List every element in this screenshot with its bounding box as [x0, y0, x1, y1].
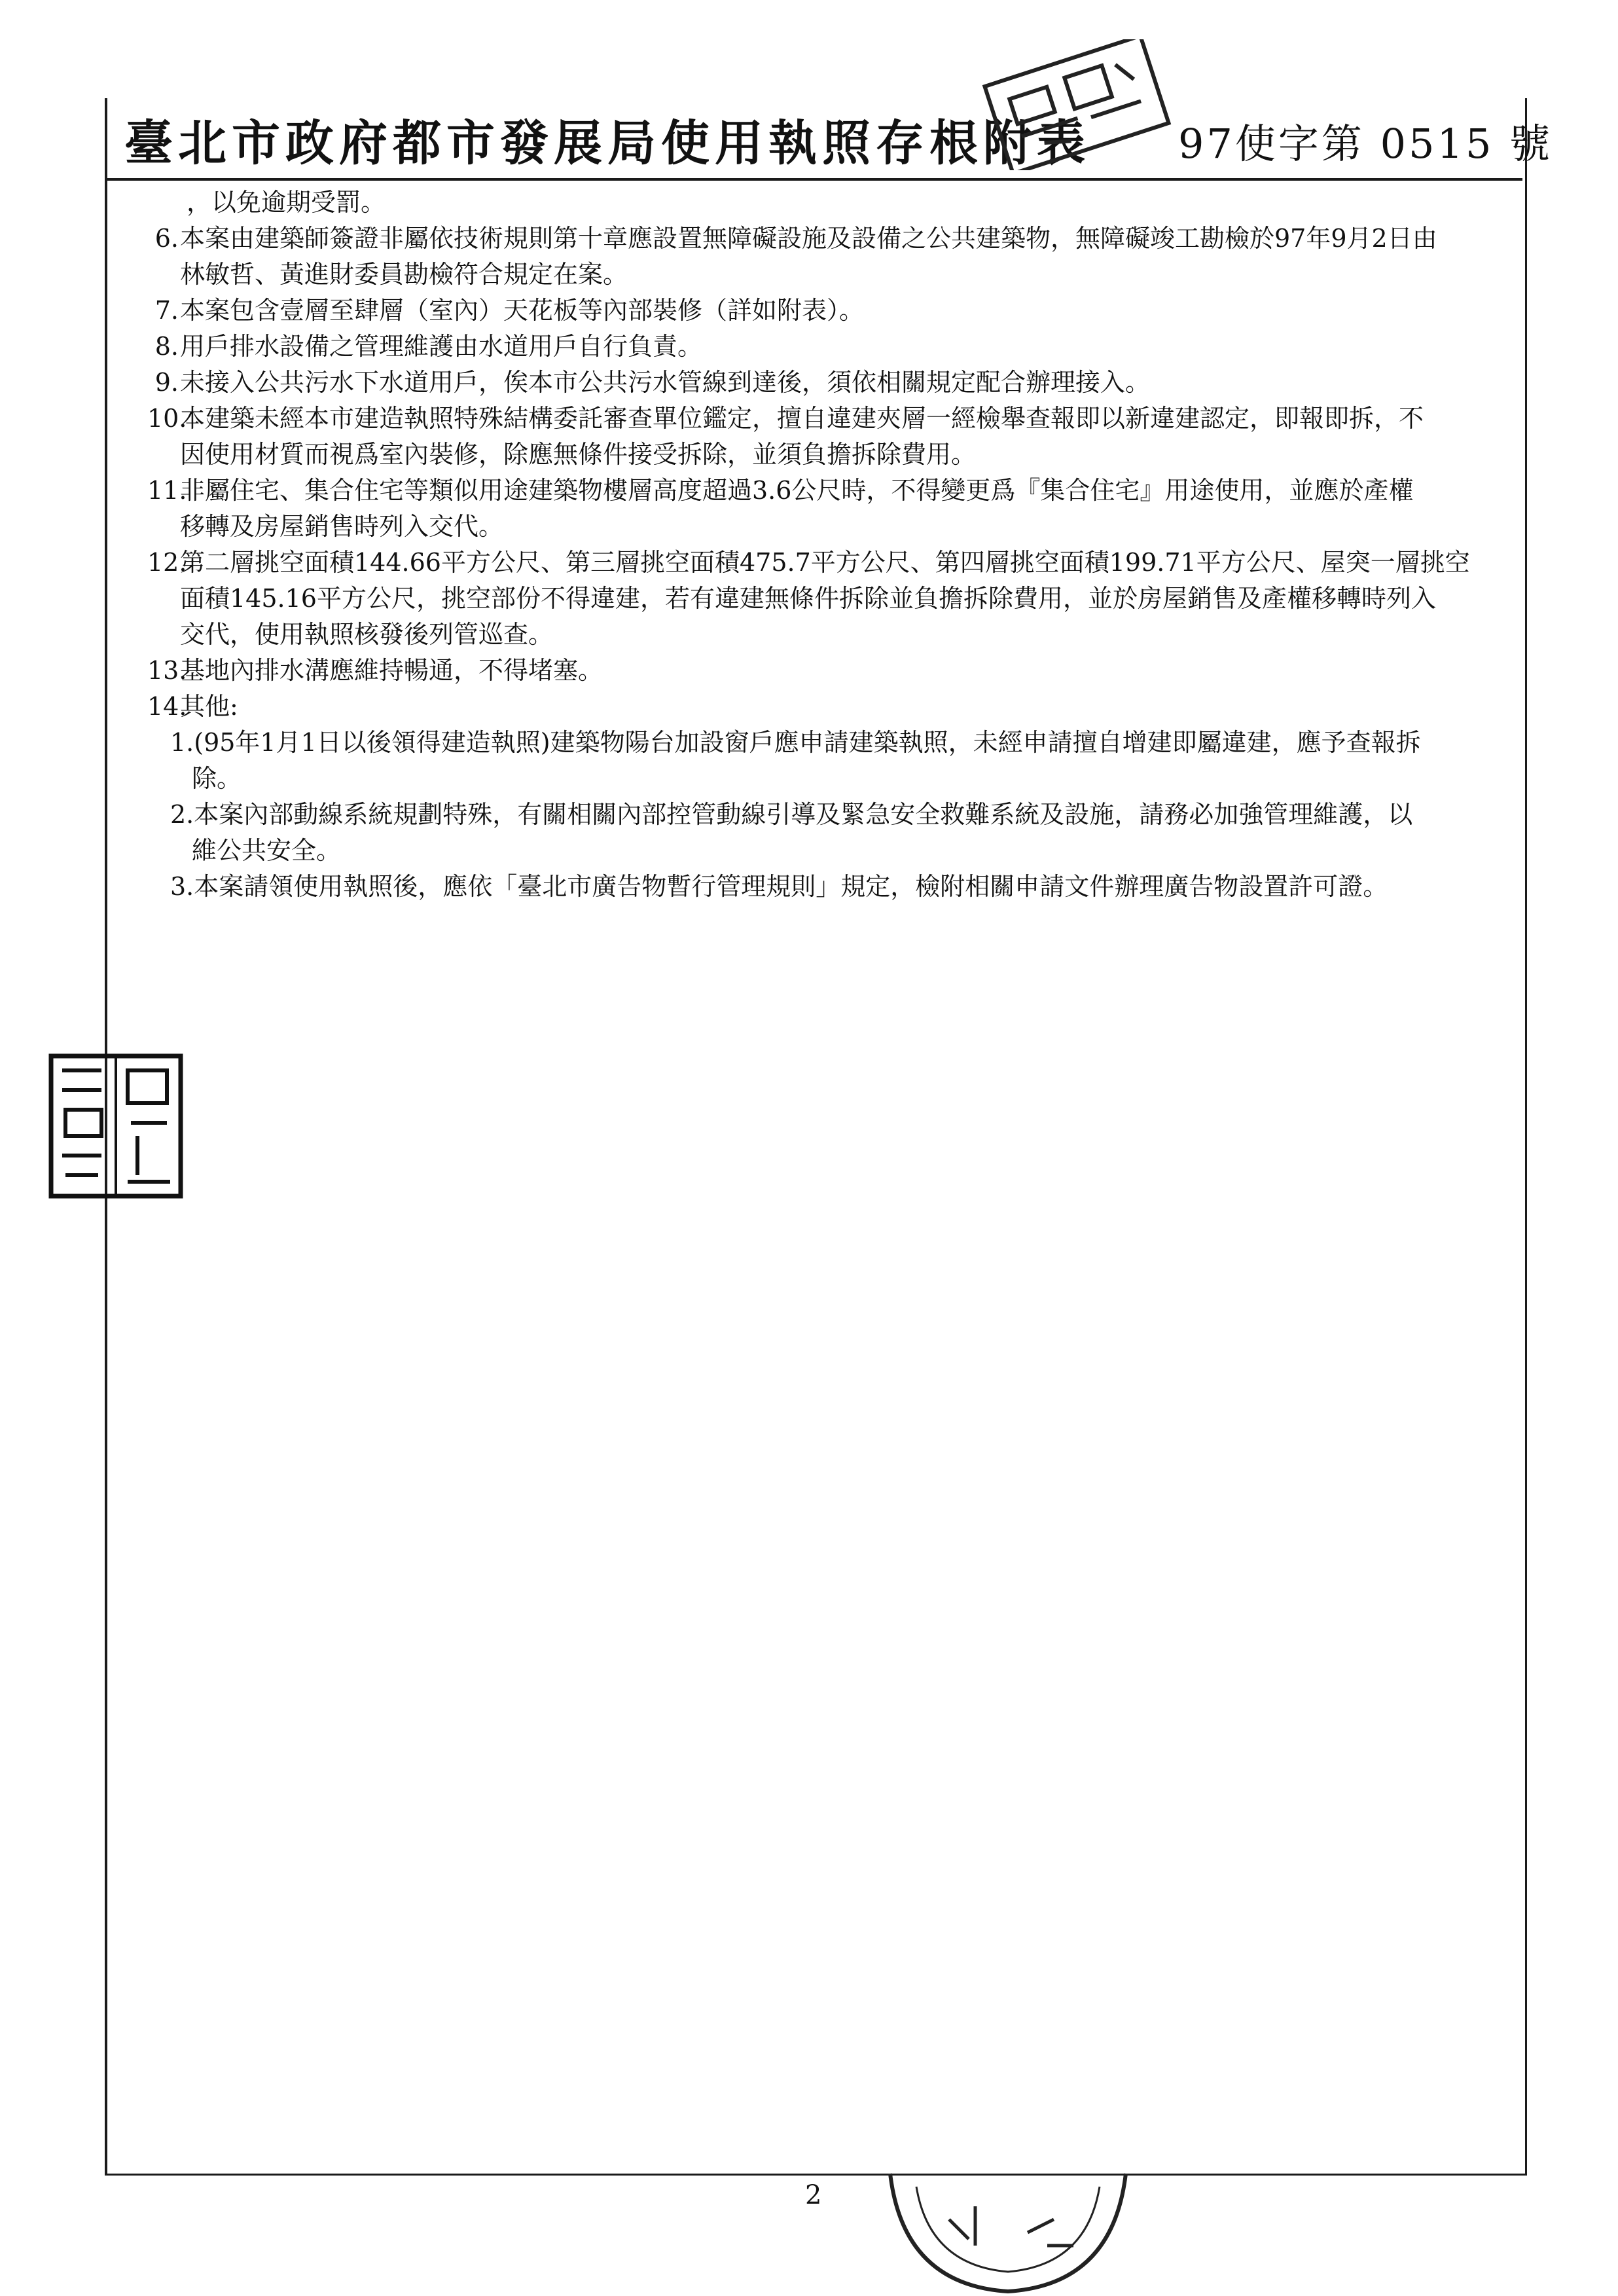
list-item: 交代，使用執照核發後列管巡查。: [180, 620, 554, 649]
list-item: 除。: [192, 764, 242, 793]
conditions-list: [147, 185, 1522, 905]
list-item: 移轉及房屋銷售時列入交代。: [180, 512, 504, 541]
page-number: 2: [805, 2180, 822, 2210]
list-item: 14. 其他:: [147, 692, 238, 721]
list-item: 6. 本案由建築師簽證非屬依技術規則第十章應設置無障礙設施及設備之公共建築物，無障礙竣工勘檢於97年9月2日由: [154, 224, 1437, 253]
top-stamp-seal: [969, 39, 1185, 170]
list-item: 3.本案請領使用執照後，應依「臺北市廣告物暫行管理規則」規定，檢附相關申請文件辦理廣告物設置許可證。: [170, 872, 1388, 901]
list-item: 10. 本建築未經本市建造執照特殊結構委託審查單位鑑定，擅自違建夾層一經檢舉查報即以新違建認定，即報即拆，不: [147, 404, 1424, 433]
list-item: 8. 用戶排水設備之管理維護由水道用戶自行負責。: [154, 332, 703, 361]
list-item: 7. 本案包含壹層至肆層（室內）天花板等內部裝修（詳如附表）。: [154, 296, 865, 325]
list-item: ，以免逾期受罰。: [187, 188, 386, 217]
permit-number: 97使字第 0515 號: [1178, 120, 1553, 168]
bottom-round-seal: [877, 2160, 1139, 2296]
list-item: 1.(95年1月1日以後領得建造執照)建築物陽台加設窗戶應申請建築執照，未經申請擅自增建即屬違建，應予查報拆: [170, 728, 1421, 757]
list-item: 13. 基地內排水溝應維持暢通，不得堵塞。: [147, 656, 603, 685]
list-item: 11. 非屬住宅、集合住宅等類似用途建築物樓層高度超過3.6公尺時，不得變更爲『集合住宅』用途使用，並應於產權: [147, 476, 1414, 505]
document-title: 臺北市政府都市發展局使用執照存根附表: [124, 115, 1090, 172]
header-divider: [105, 178, 1522, 181]
list-item: 面積145.16平方公尺，挑空部份不得違建，若有違建無條件拆除並負擔拆除費用，並於房屋銷售及產權移轉時列入: [180, 584, 1436, 613]
list-item: 2.本案內部動線系統規劃特殊，有關相關內部控管動線引導及緊急安全救難系統及設施，請務必加強管理維護，以: [170, 800, 1413, 829]
list-item: 因使用材質而視爲室內裝修，除應無條件接受拆除，並須負擔拆除費用。: [180, 440, 977, 469]
list-item: 林敏哲、黃進財委員勘檢符合規定在案。: [180, 260, 628, 289]
left-margin-seal: [46, 1051, 187, 1201]
list-item: 12. 第二層挑空面積144.66平方公尺、第三層挑空面積475.7平方公尺、第四層挑空面積199.71平方公尺、屋突一層挑空: [147, 548, 1470, 577]
list-item: 維公共安全。: [192, 836, 342, 865]
list-item: 9. 未接入公共污水下水道用戶，俟本市公共污水管線到達後，須依相關規定配合辦理接入。: [154, 368, 1151, 397]
